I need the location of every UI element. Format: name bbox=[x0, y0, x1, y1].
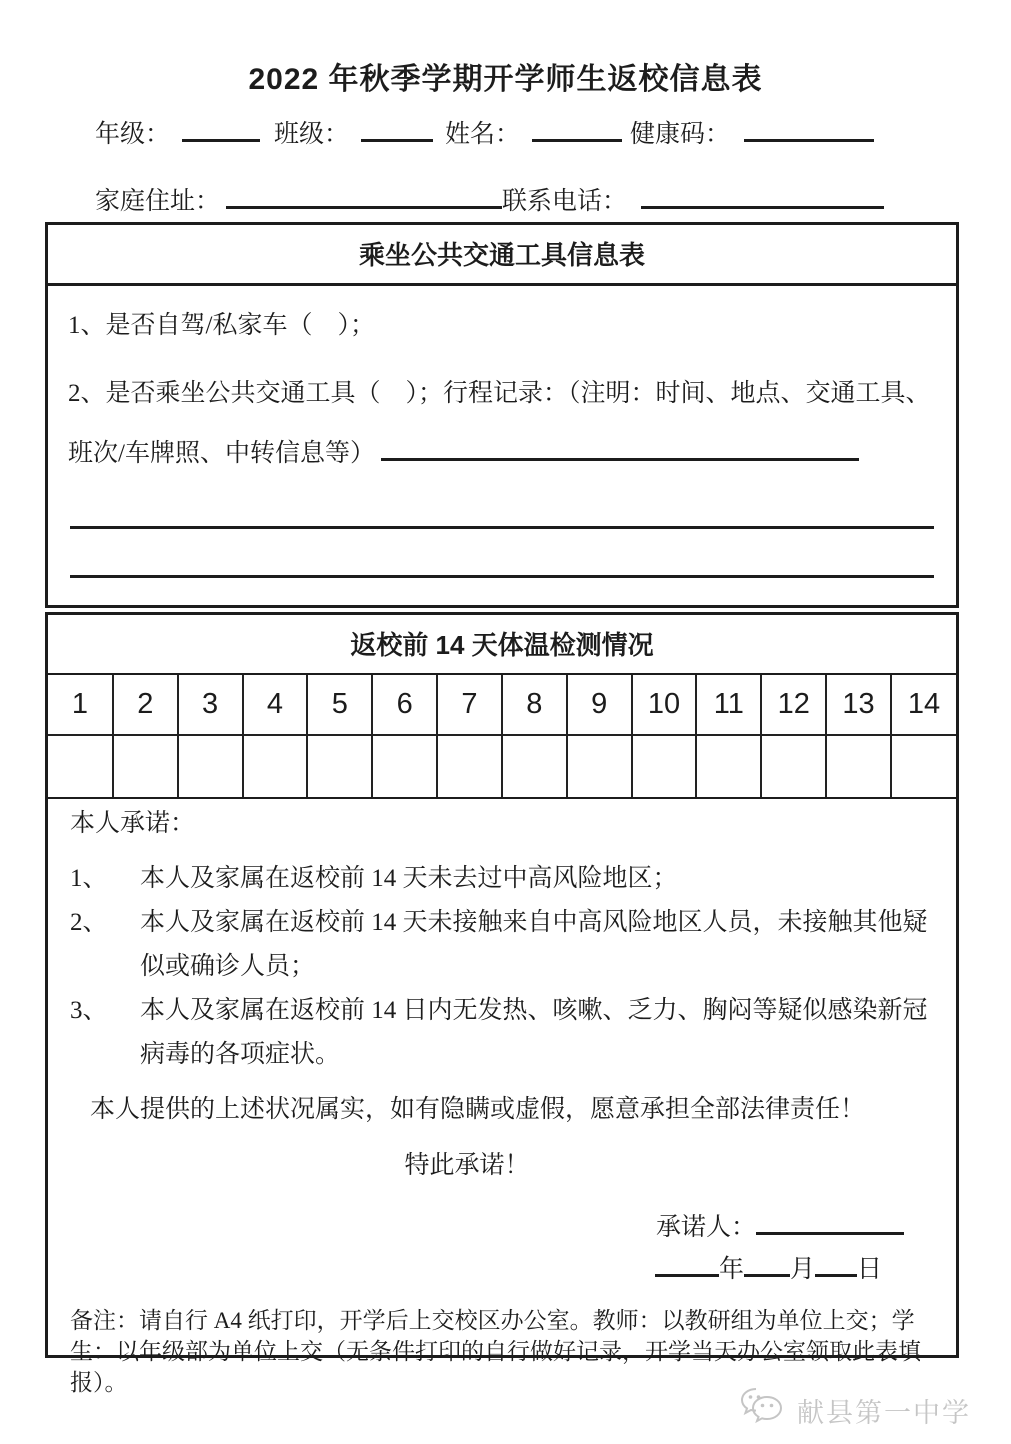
transport-section-title: 乘坐公共交通工具信息表 bbox=[48, 225, 956, 286]
temperature-entry-cell bbox=[178, 735, 243, 797]
commitment-item-number: 1、 bbox=[70, 865, 108, 892]
temperature-entry-cell bbox=[632, 735, 697, 797]
month-blank-line bbox=[744, 1253, 790, 1277]
health-code-label: 健康码： bbox=[630, 121, 731, 148]
day-cell: 14 bbox=[891, 675, 956, 735]
health-code-blank-line bbox=[744, 118, 874, 142]
remark-note: 备注：请自行 A4 纸打印，开学后上交校区办公室。教师：以教研组为单位上交；学生：以年级部为单位上交（无条件打印的自行做好记录，开学当天办公室领取此表填报）。 bbox=[70, 1308, 921, 1395]
phone-blank-line bbox=[641, 185, 884, 209]
temperature-entry-cell bbox=[891, 735, 956, 797]
class-blank-line bbox=[361, 118, 433, 142]
commitment-item-text: 本人及家属在返校前 14 天未接触来自中高风险地区人员，未接触其他疑似或确诊人员； bbox=[140, 909, 928, 980]
phone-label: 联系电话： bbox=[502, 188, 628, 215]
watermark-text: 献县第一中学 bbox=[797, 1398, 971, 1428]
commitment-heading: 本人承诺： bbox=[70, 810, 196, 837]
day-cell: 8 bbox=[502, 675, 567, 735]
signer-line bbox=[70, 1211, 934, 1245]
date-line bbox=[70, 1253, 934, 1287]
transport-section-body bbox=[48, 308, 956, 578]
day-cell: 3 bbox=[178, 675, 243, 735]
day-cell: 11 bbox=[696, 675, 761, 735]
day-blank-line bbox=[815, 1253, 857, 1277]
commitment-item bbox=[70, 857, 934, 901]
day-cell: 7 bbox=[437, 675, 502, 735]
temperature-entry-cell bbox=[826, 735, 891, 797]
header-fields-row-2 bbox=[95, 181, 884, 217]
day-cell: 9 bbox=[567, 675, 632, 735]
day-cell: 2 bbox=[113, 675, 178, 735]
commitment-item-text: 本人及家属在返校前 14 日内无发热、咳嗽、乏力、胸闷等疑似感染新冠病毒的各项症状。 bbox=[140, 997, 928, 1068]
temperature-entry-cell bbox=[372, 735, 437, 797]
signer-label: 承诺人： bbox=[655, 1214, 756, 1241]
temperature-entry-cell bbox=[437, 735, 502, 797]
temperature-entry-cell bbox=[307, 735, 372, 797]
temperature-entry-cell bbox=[502, 735, 567, 797]
commitment-item bbox=[70, 989, 934, 1077]
address-label: 家庭住址： bbox=[95, 188, 221, 215]
year-label: 年 bbox=[718, 1256, 744, 1283]
transport-item-2-text: 2、是否乘坐公共交通工具（ ）；行程记录：（注明：时间、地点、交通工具、班次/车牌照、中转信息等） bbox=[68, 380, 931, 467]
commitment-item-number: 3、 bbox=[70, 997, 108, 1024]
transport-item-2 bbox=[68, 364, 936, 484]
trip-record-blank-line bbox=[381, 441, 859, 461]
writing-line-2 bbox=[70, 575, 934, 578]
name-label: 姓名： bbox=[445, 121, 521, 148]
page-title: 2022 年秋季学期开学师生返校信息表 bbox=[248, 63, 763, 96]
grade-label: 年级： bbox=[95, 121, 171, 148]
day-cell: 4 bbox=[243, 675, 308, 735]
commitment-item bbox=[70, 901, 934, 989]
temperature-commitment-box bbox=[45, 612, 959, 1395]
commitment-pledge: 特此承诺！ bbox=[404, 1152, 530, 1179]
temperature-entry-cell bbox=[243, 735, 308, 797]
year-blank-line bbox=[655, 1253, 719, 1277]
temperature-entry-cell bbox=[567, 735, 632, 797]
address-blank-line bbox=[226, 185, 502, 209]
day-cell: 13 bbox=[826, 675, 891, 735]
temperature-entry-cell bbox=[696, 735, 761, 797]
commitment-list bbox=[70, 857, 934, 1077]
temperature-entry-cell bbox=[761, 735, 826, 797]
day-label: 日 bbox=[856, 1256, 882, 1283]
commitment-item-text: 本人及家属在返校前 14 天未去过中高风险地区； bbox=[140, 865, 678, 892]
temperature-entry-row bbox=[48, 735, 956, 797]
writing-line-1 bbox=[70, 526, 934, 529]
transport-item-1: 1、是否自驾/私家车（ ）； bbox=[68, 312, 375, 339]
commitment-section bbox=[48, 807, 956, 1398]
day-cell: 6 bbox=[372, 675, 437, 735]
commitment-item-number: 2、 bbox=[70, 909, 108, 936]
class-label: 班级： bbox=[274, 121, 350, 148]
day-cell: 1 bbox=[48, 675, 113, 735]
watermark bbox=[735, 1386, 971, 1435]
commitment-statement: 本人提供的上述状况属实，如有隐瞒或虚假，愿意承担全部法律责任！ bbox=[90, 1096, 866, 1123]
temperature-day-header-row bbox=[48, 675, 956, 735]
temperature-table bbox=[48, 675, 956, 797]
transport-info-box bbox=[45, 222, 959, 608]
temperature-section-title: 返校前 14 天体温检测情况 bbox=[48, 615, 956, 675]
temperature-entry-cell bbox=[48, 735, 113, 797]
name-blank-line bbox=[532, 118, 622, 142]
temperature-entry-cell bbox=[113, 735, 178, 797]
grade-blank-line bbox=[182, 118, 260, 142]
wechat-icon bbox=[735, 1386, 787, 1435]
day-cell: 12 bbox=[761, 675, 826, 735]
signer-blank-line bbox=[756, 1211, 904, 1235]
header-fields-row-1 bbox=[95, 114, 874, 150]
month-label: 月 bbox=[789, 1256, 815, 1283]
day-cell: 10 bbox=[632, 675, 697, 735]
day-cell: 5 bbox=[307, 675, 372, 735]
temperature-table-wrap bbox=[48, 675, 956, 799]
